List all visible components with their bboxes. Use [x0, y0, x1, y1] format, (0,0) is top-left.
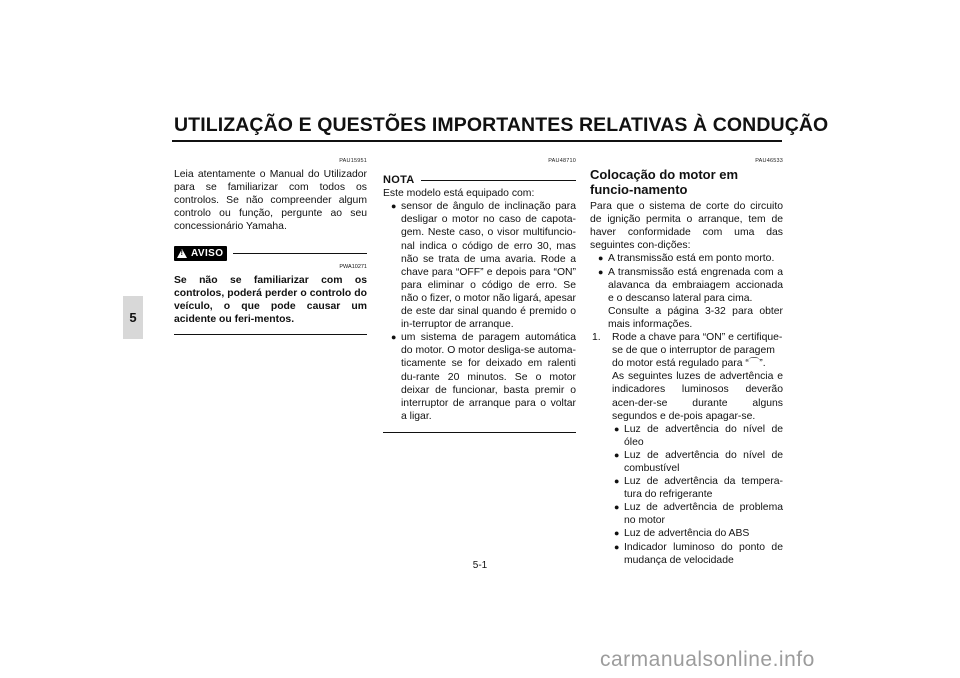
light-text: Luz de advertência de problema no motor: [624, 502, 783, 527]
note-bullet: [383, 331, 576, 423]
warning-badge: [174, 246, 227, 261]
column-engine-start: [590, 155, 783, 567]
section-intro: Para que o sistema de corte do circuito de ignição permita o arranque, tem de haver conformidade com uma das seguintes con-dições:: [590, 201, 783, 252]
section-code: PAU15951: [339, 158, 367, 164]
see-page-note: Consulte a página 3-32 para obter mais informações.: [608, 305, 783, 330]
column-note: [383, 155, 576, 433]
bullet-icon: ●: [614, 476, 620, 487]
bullet-icon: ●: [391, 332, 397, 343]
warning-text: Se não se familiarizar com os controlos, poderá perder o controlo do veículo, o que pode causar um acidente ou feri-mentos.: [174, 274, 367, 325]
engine-stop-switch-icon: ⌒: [748, 358, 760, 370]
intro-paragraph: Leia atentamente o Manual do Utilizador para se familiarizar com todos os controlos. Se não compreender algum controlo ou função, pergunte ao seu concessionário Yamaha.: [174, 169, 367, 233]
warning-label: AVISO: [191, 247, 224, 259]
light-item: [590, 541, 783, 567]
step-number: 1.: [592, 332, 601, 344]
bullet-icon: ●: [598, 266, 604, 277]
light-item: [590, 475, 783, 501]
chapter-tab: 5: [123, 296, 143, 339]
warning-end-rule: [174, 334, 367, 335]
note-label: NOTA: [383, 174, 415, 187]
step-detail: As seguintes luzes de advertência e indicadores luminosos deverão acen-der-se durante alguns segundos e de-pois apagar-se.: [612, 371, 783, 422]
column-intro: [174, 155, 367, 335]
page-title: UTILIZAÇÃO E QUESTÕES IMPORTANTES RELATIVAS À CONDUÇÃO: [174, 114, 829, 136]
bullet-icon: ●: [598, 253, 604, 264]
note-intro: Este modelo está equipado com:: [383, 188, 535, 200]
watermark: carmanualsonline.info: [600, 648, 815, 671]
step-1: [590, 331, 783, 370]
page-number: 5-1: [472, 560, 488, 571]
light-item: [590, 501, 783, 527]
light-item: [590, 423, 783, 449]
warning-header: [174, 246, 367, 261]
bullet-icon: ●: [614, 423, 620, 434]
light-text: Luz de advertência do ABS: [624, 528, 750, 540]
note-header-line: [421, 180, 576, 181]
light-text: Luz de advertência do nível de combustível: [624, 449, 783, 474]
condition-text: A transmissão está em ponto morto.: [608, 253, 775, 265]
bullet-icon: ●: [614, 449, 620, 460]
bullet-icon: ●: [614, 541, 620, 552]
bullet-icon: ●: [614, 502, 620, 513]
note-end-rule: [383, 432, 576, 433]
light-text: Luz de advertência da tempera-tura do refrigerante: [624, 476, 783, 501]
note-bullet: [383, 200, 576, 331]
section-code: PAU48710: [548, 158, 576, 164]
light-text: Indicador luminoso do ponto de mudança de velocidade: [624, 541, 783, 566]
bullet-icon: ●: [391, 201, 397, 212]
note-bullet-text: um sistema de paragem automática do motor. O motor desliga-se automa-ticamente se for deixado em ralenti du-rante 20 minutos. Se o motor deixar de funcionar, basta premir o interruptor de arranque para o voltar a ligar.: [401, 332, 576, 422]
light-item: [590, 527, 783, 540]
title-rule: [172, 140, 782, 142]
step-text: Rode a chave para “ON” e certifique-se de que o interruptor de paragem do motor está regulado para “: [612, 332, 783, 370]
condition-text: A transmissão está engrenada com a alavanca da embraiagem accionada e o descanso lateral para cima.: [608, 266, 783, 304]
condition-item: [590, 266, 783, 305]
light-text: Luz de advertência do nível de óleo: [624, 423, 783, 448]
step-text-end: ”.: [759, 358, 766, 370]
bullet-icon: ●: [614, 528, 620, 539]
light-item: [590, 449, 783, 475]
warning-code: PWA10271: [339, 263, 367, 270]
warning-header-line: [233, 253, 367, 254]
section-heading: Colocação do motor em funcio-namento: [590, 167, 739, 197]
note-header: [383, 174, 576, 187]
section-code: PAU46533: [755, 158, 783, 164]
condition-item: [590, 252, 783, 265]
note-bullet-text: sensor de ângulo de inclinação para desligar o motor no caso de capota-gem. Neste caso, o visor multifuncio-nal indica o código de erro 30, mas não se trata de uma avaria. Rode a chave para “OFF” e depois para “ON” para eliminar o código de erro. Se não o fizer, o motor não ligará, apesar de este dar sinal quando é premido o in-terruptor de arranque.: [401, 201, 577, 331]
warning-triangle-icon: !: [177, 249, 187, 258]
